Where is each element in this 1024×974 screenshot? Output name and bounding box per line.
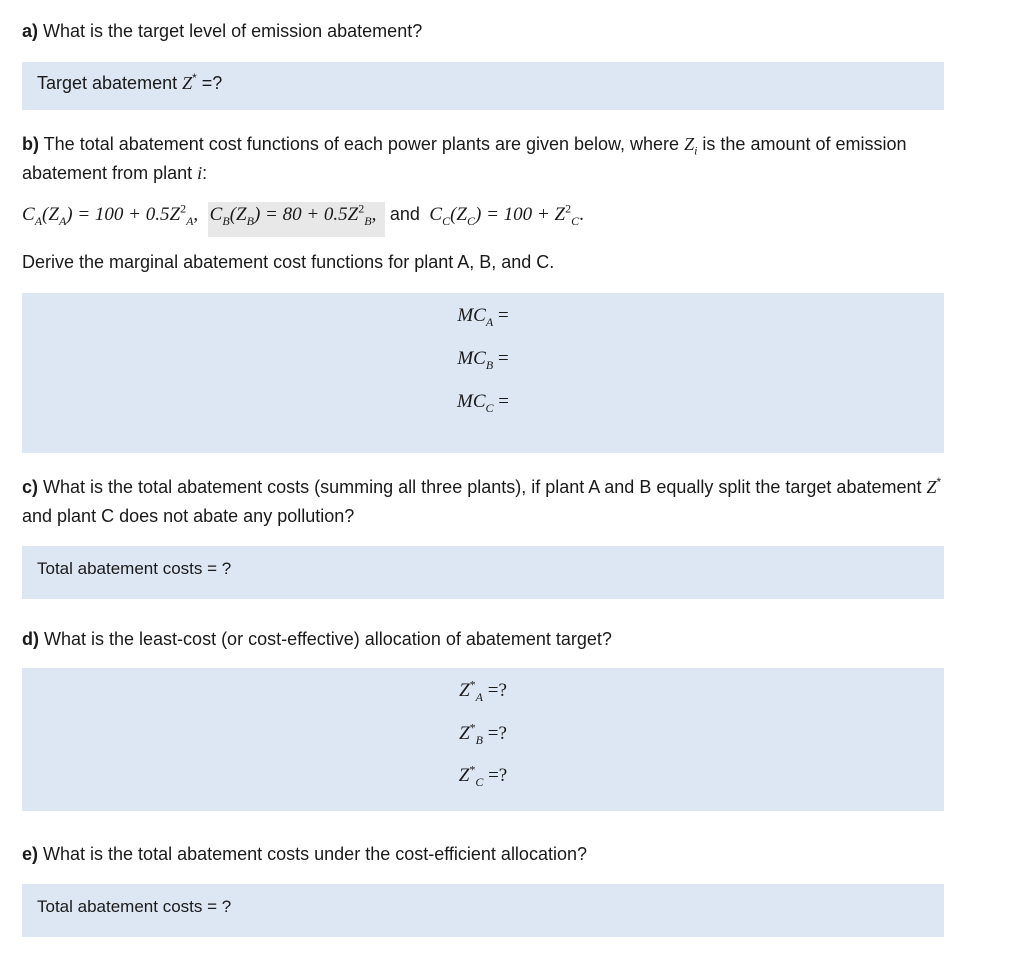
answer-box-d[interactable]	[22, 668, 944, 811]
mc-b: $MC_B$ =	[457, 348, 509, 372]
answer-box-a[interactable]	[22, 62, 944, 110]
question-b-label: b)	[22, 134, 39, 154]
cost-function-c: $C_C(Z_C) = 100 + Z^2_C$.	[429, 201, 584, 228]
question-b-plant: i	[197, 163, 203, 183]
z-star-a: $Z^*_A$ =?	[459, 677, 507, 704]
question-b-text-post: is the amount of emission abatement from plant	[22, 134, 907, 183]
answer-a	[37, 73, 222, 94]
answer-a-sup: *	[192, 71, 197, 85]
question-c-var: Z	[926, 477, 937, 497]
question-b-var-sub: i	[694, 143, 698, 158]
question-c-text-pre: What is the total abatement costs (summing all three plants), if plant A and B equally split the target abatement	[38, 477, 927, 497]
question-a-label: a)	[22, 21, 39, 41]
derive-text: Derive the marginal abatement cost functions for plant A, B, and C.	[22, 252, 555, 272]
question-d-label: d)	[22, 629, 39, 649]
mc-c: $MC_C$ =	[457, 391, 509, 415]
question-c	[22, 473, 952, 531]
question-e-label: e)	[22, 844, 39, 864]
question-e-text: What is the total abatement costs under the cost-efficient allocation?	[38, 844, 587, 864]
question-d	[22, 625, 952, 654]
mc-a: $MC_A$ =	[457, 305, 509, 329]
cost-functions	[22, 201, 584, 228]
answer-box-e[interactable]	[22, 884, 944, 937]
answer-e: Total abatement costs = ?	[37, 897, 232, 916]
answer-box-b[interactable]	[22, 293, 944, 453]
question-a	[22, 17, 952, 46]
question-b-var: Z	[684, 134, 695, 154]
question-b-text-pre: The total abatement cost functions of each power plants are given below, where	[39, 134, 685, 154]
answer-c: Total abatement costs = ?	[37, 559, 232, 578]
z-star-b: $Z^*_B$ =?	[459, 720, 507, 747]
cost-function-b: $C_B(Z_B) = 80 + 0.5Z^2_B$,	[208, 202, 385, 237]
question-a-text: What is the target level of emission abatement?	[38, 21, 423, 41]
z-star-c: $Z^*_C$ =?	[458, 762, 508, 789]
question-b	[22, 130, 952, 188]
answer-box-c[interactable]	[22, 546, 944, 599]
answer-a-suffix: =?	[196, 73, 223, 93]
question-d-text: What is the least-cost (or cost-effective) allocation of abatement target?	[39, 629, 612, 649]
question-c-label: c)	[22, 477, 39, 497]
question-c-sup: *	[936, 475, 942, 489]
answer-a-prefix: Target abatement	[37, 73, 183, 93]
question-e	[22, 840, 952, 869]
question-c-text-post: and plant C does not abate any pollution?	[22, 506, 355, 526]
question-b-end: :	[202, 163, 208, 183]
cost-function-a: $C_A(Z_A) = 100 + 0.5Z^2_A$,	[22, 201, 203, 228]
answer-a-symbol: Z	[182, 73, 193, 93]
and-word: and	[389, 204, 420, 224]
